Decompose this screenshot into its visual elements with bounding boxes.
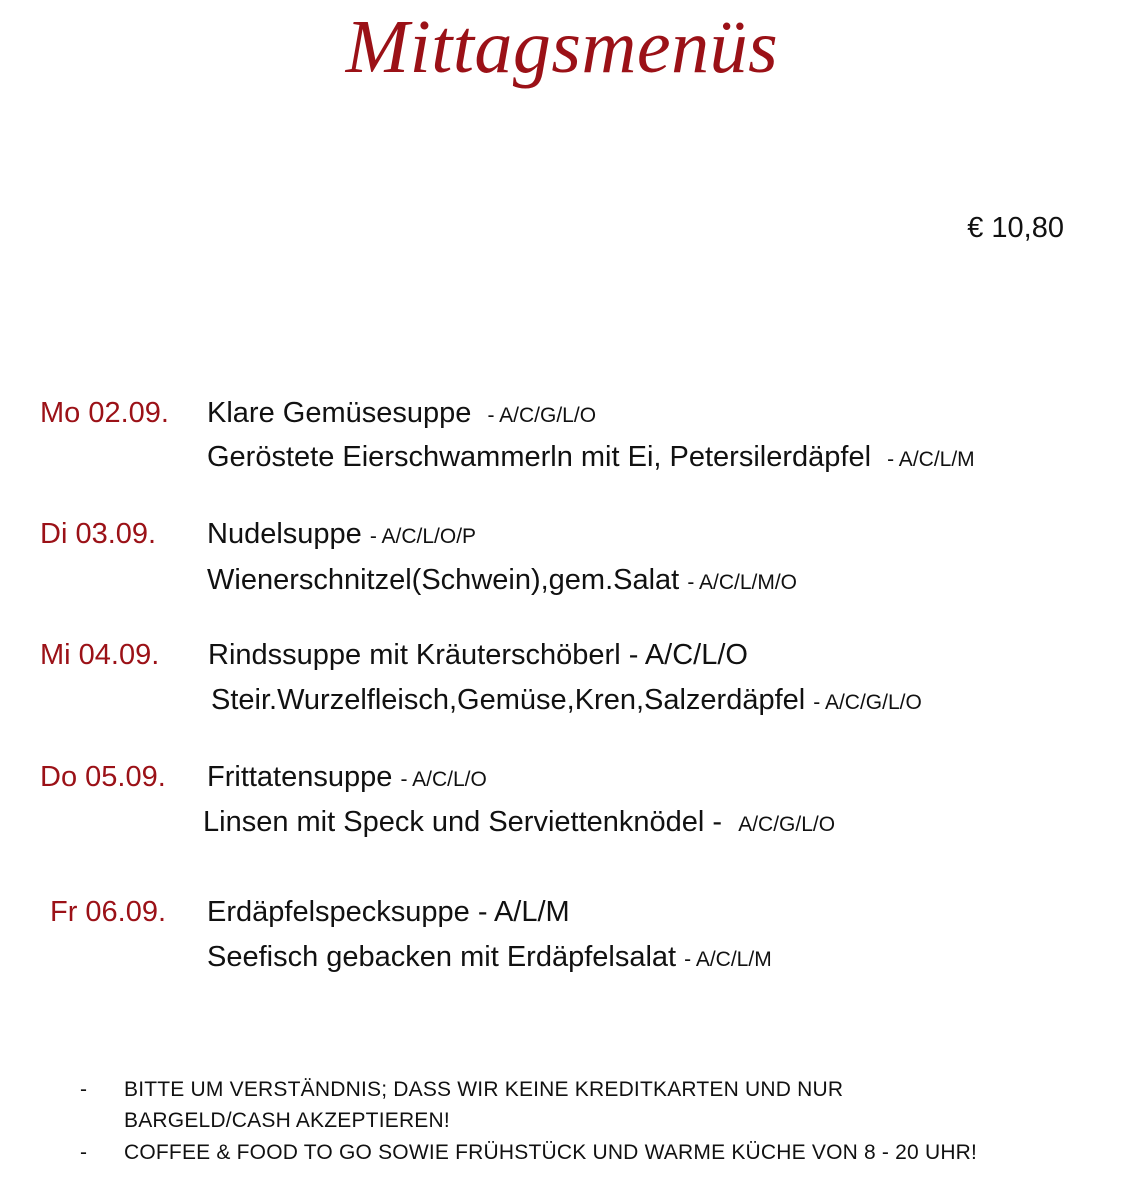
main-name: Seefisch gebacken mit Erdäpfelsalat	[207, 941, 677, 973]
main-name: Steir.Wurzelfleisch,Gemüse,Kren,Salzerdäpfel	[211, 684, 806, 716]
main-allergens: A/C/G/L/O	[738, 813, 836, 836]
menu-day-thursday	[40, 759, 1100, 843]
main-allergens: - A/C/G/L/O	[813, 691, 922, 714]
note-text-line1b: BARGELD/CASH AKZEPTIEREN!	[124, 1109, 450, 1132]
soup-name: Nudelsuppe	[207, 518, 362, 550]
soup-item	[207, 894, 570, 930]
main-allergens: - A/C/L/M/O	[687, 571, 797, 594]
soup-name: Frittatensuppe	[207, 761, 393, 793]
page-title: Mittagsmenüs	[345, 5, 779, 89]
soup-item	[207, 395, 596, 434]
soup-name: Rindssuppe mit Kräuterschöberl - A/C/L/O	[208, 639, 748, 671]
soup-allergens: - A/C/L/O	[400, 768, 487, 791]
soup-name: Erdäpfelspecksuppe - A/L/M	[207, 896, 570, 928]
soup-allergens: - A/C/G/L/O	[487, 404, 597, 427]
soup-item	[207, 516, 476, 555]
main-item	[211, 682, 922, 721]
main-item	[203, 804, 835, 843]
soup-item	[207, 759, 487, 798]
day-label: Mi 04.09.	[40, 639, 160, 671]
note-payment	[80, 1074, 1080, 1136]
note-text-line1: BITTE UM VERSTÄNDNIS; DASS WIR KEINE KREDITKARTEN UND NUR	[124, 1078, 844, 1101]
day-label: Do 05.09.	[40, 761, 166, 793]
note-bullet: -	[80, 1078, 88, 1101]
main-name: Wienerschnitzel(Schwein),gem.Salat	[207, 564, 680, 596]
day-label: Fr 06.09.	[50, 896, 167, 928]
note-bullet: -	[80, 1141, 88, 1164]
main-item	[207, 562, 797, 601]
soup-name: Klare Gemüsesuppe	[207, 397, 472, 429]
soup-allergens: - A/C/L/O/P	[369, 525, 477, 548]
main-name: Linsen mit Speck und Serviettenknödel -	[203, 806, 723, 838]
main-allergens: - A/C/L/M	[887, 448, 975, 471]
menu-price: € 10,80	[967, 212, 1064, 244]
main-item	[207, 939, 772, 978]
note-hours	[80, 1137, 1080, 1168]
menu-day-wednesday	[40, 637, 1100, 721]
main-allergens: - A/C/L/M	[684, 948, 772, 971]
menu-day-friday	[50, 894, 1100, 978]
main-name: Geröstete Eierschwammerln mit Ei, Petersilerdäpfel	[207, 441, 872, 473]
note-text-line2: COFFEE & FOOD TO GO SOWIE FRÜHSTÜCK UND WARME KÜCHE VON 8 - 20 UHR!	[124, 1141, 978, 1164]
soup-item	[208, 637, 748, 673]
menu-day-monday	[40, 395, 1100, 479]
main-item	[207, 439, 975, 478]
menu-day-tuesday	[40, 516, 1100, 600]
day-label: Mo 02.09.	[40, 397, 169, 429]
day-label: Di 03.09.	[40, 518, 157, 550]
